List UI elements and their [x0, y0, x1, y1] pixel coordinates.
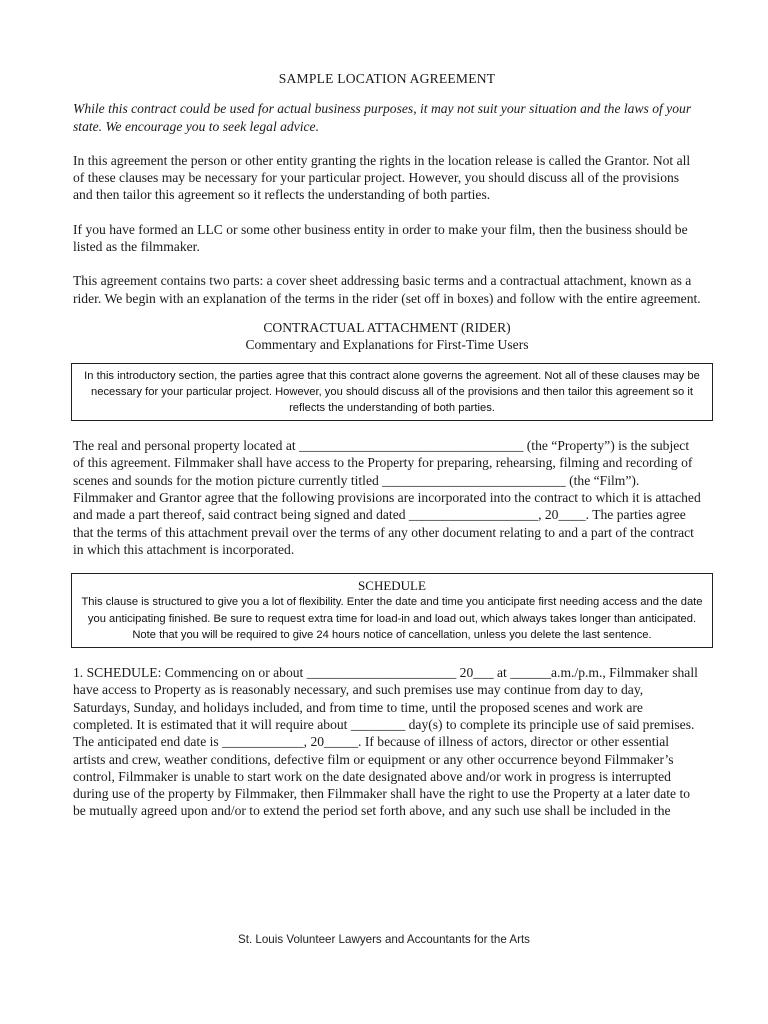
document-page — [73, 70, 701, 837]
document-title: SAMPLE LOCATION AGREEMENT — [278, 71, 496, 86]
intro-paragraph-llc: If you have formed an LLC or some other business entity in order to make your film, then the business should be listed as the filmmaker. — [73, 221, 688, 255]
rider-subheading: Commentary and Explanations for First-Time Users — [245, 337, 529, 353]
page-footer: St. Louis Volunteer Lawyers and Accountants for the Arts — [238, 933, 530, 946]
schedule-commentary-box — [71, 573, 713, 648]
schedule-box-text: This clause is structured to give you a lot of flexibility. Enter the date and time you anticipate first needing access and the date you anticipating finished. Be sure to request extra time for load-in and load out, which always takes longer than anticipated. Note that you will be required to give 24 hours notice of cancellation, unless you delete the last sentence. — [81, 596, 703, 641]
schedule-clause: 1. SCHEDULE: Commencing on or about ______________________ 20___ at ______a.m./p.m., Filmmaker shall have access to Property as is reasonably necessary, and such premises use may continue from day to day, Saturdays, Sunday, and holidays included, and from time to time, until the proposed scenes and work are completed. It is estimated that it will require about ________ day(s) to complete its principle use of said premises. The anticipated end date is ____________, 20_____. If because of illness of actors, director or other essential artists and crew, weather conditions, defective film or equipment or any other occurrence beyond Filmmaker’s control, Filmmaker is unable to start work on the date designated above and/or work in progress is interrupted during use of the property by Filmmaker, then Filmmaker shall have the right to use the Property at a later date to be mutually agreed upon and/or to extend the period set forth above, and any such use shall be included in the — [73, 665, 698, 819]
intro-commentary-box: In this introductory section, the parties agree that this contract alone governs the agreement. Not all of these clauses may be necessary for your particular project. However, you should discuss all of the provisions and then tailor this agreement so it reflects the understanding of both parties. — [71, 363, 713, 422]
disclaimer-text: While this contract could be used for actual business purposes, it may not suit your situation and the laws of your state. We encourage you to seek legal advice. — [73, 101, 692, 134]
rider-heading: CONTRACTUAL ATTACHMENT (RIDER) — [263, 319, 511, 335]
intro-paragraph-structure: This agreement contains two parts: a cover sheet addressing basic terms and a contractual attachment, known as a rider. We begin with an explanation of the terms in the rider (set off in boxes) and follow with the entire agreement. — [73, 273, 701, 306]
intro-paragraph-grantor: In this agreement the person or other entity granting the rights in the location release is called the Grantor. Not all of these clauses may be necessary for your particular project. However, you should discuss all of the provisions and then tailor this agreement so it reflects the understanding of both parties. — [73, 152, 691, 203]
schedule-box-heading: SCHEDULE — [358, 578, 426, 594]
property-paragraph: The real and personal property located at _________________________________ (the “Property”) is the subject of this agreement. Filmmaker shall have access to the Property for preparing, rehearsing, filming and recording of scenes and sounds for the motion picture currently titled ___________________________ (the “Film”). Filmmaker and Grantor agree that the following provisions are incorporated into the contract to which it is attached and made a part thereof, said contract being signed and dated ___________________, 20____. The parties agree that the terms of this attachment prevail over the terms of any other document relating to and a part of the contract in which this attachment is incorporated. — [73, 438, 701, 557]
